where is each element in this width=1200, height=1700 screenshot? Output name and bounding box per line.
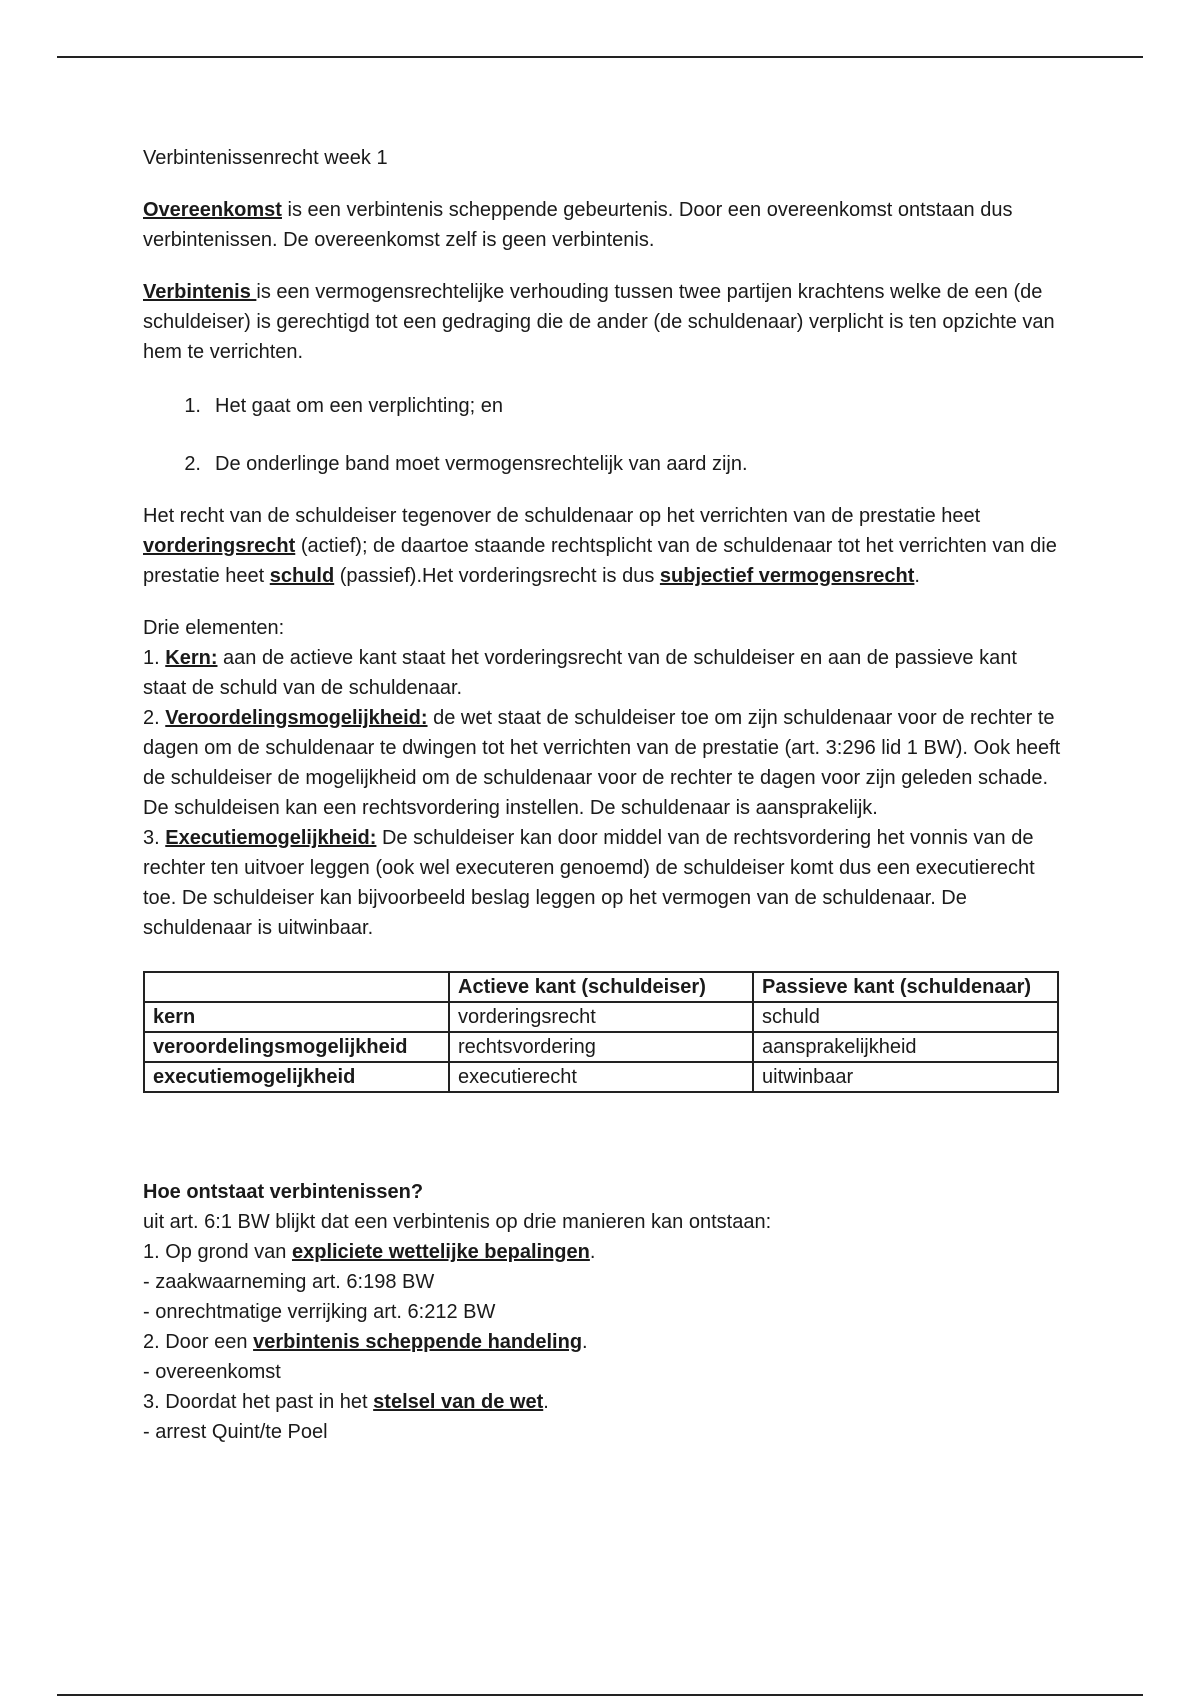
table-cell: uitwinbaar [753, 1062, 1058, 1092]
paragraph-text: . [914, 565, 920, 587]
table-row-header: executiemogelijkheid [144, 1062, 449, 1092]
paragraph-vorderingsrecht [143, 501, 1063, 591]
paragraph-text: (passief).Het vorderingsrecht is dus [334, 565, 660, 587]
element-item [143, 703, 1063, 823]
section-intro: uit art. 6:1 BW blijkt dat een verbintenis op drie manieren kan ontstaan: [143, 1211, 772, 1233]
table-cell: schuld [753, 1002, 1058, 1032]
list-item [143, 449, 1063, 479]
paragraph-text: Het recht van de schuldeiser tegenover de schuldenaar op het verrichten van de prestatie heet [143, 505, 981, 527]
origin-line [143, 1237, 1063, 1267]
table-header-row [144, 972, 1058, 1002]
section-heading: Hoe ontstaat verbintenissen? [143, 1181, 424, 1203]
origin-line: - arrest Quint/te Poel [143, 1421, 328, 1443]
element-number: 2. [143, 707, 166, 729]
paragraph-text: (actief); de daartoe staande rechtsplicht van de schuldenaar tot het verrichten van die prestatie heet [143, 535, 1057, 587]
document-title: Verbintenissenrecht week 1 [143, 147, 388, 169]
line-text: . [582, 1331, 588, 1353]
table-cell: aansprakelijkheid [753, 1032, 1058, 1062]
table-cell: vorderingsrecht [449, 1002, 753, 1032]
term-vorderingsrecht: vorderingsrecht [143, 535, 296, 557]
criteria-list [143, 391, 1063, 479]
elements-section [143, 613, 1063, 943]
line-text: 2. Door een [143, 1331, 254, 1353]
origin-line: - zaakwaarneming art. 6:198 BW [143, 1271, 435, 1293]
list-number: 1. [184, 395, 201, 417]
list-text: Het gaat om een verplichting; en [215, 395, 503, 417]
list-text: De onderlinge band moet vermogensrechtelijk van aard zijn. [215, 453, 748, 475]
element-item [143, 643, 1063, 703]
element-text: De schuldeiser kan door middel van de rechtsvordering het vonnis van de rechter ten uitvoer leggen (ook wel executeren genoemd) de schuldeiser komt dus een executierecht toe. De schuldeiser kan bijvoorbeeld beslag leggen op het vermogen van de schuldenaar. De schuldenaar is uitwinbaar. [143, 827, 1035, 939]
footer-rule [57, 1694, 1143, 1696]
table-header-cell: Actieve kant (schuldeiser) [449, 972, 753, 1002]
term-verbintenis-scheppende-handeling: verbintenis scheppende handeling [253, 1331, 583, 1353]
term-executiemogelijkheid: Executiemogelijkheid: [165, 827, 377, 849]
term-overeenkomst: Overeenkomst [143, 199, 282, 221]
table-row [144, 1002, 1058, 1032]
element-text: aan de actieve kant staat het vorderingsrecht van de schuldeiser en aan de passieve kant staat de schuld van de schuldenaar. [143, 647, 1017, 699]
origin-line: - overeenkomst [143, 1361, 281, 1383]
table-row [144, 1062, 1058, 1092]
line-text: . [589, 1241, 596, 1263]
term-veroordelingsmogelijkheid: Veroordelingsmogelijkheid: [165, 707, 428, 729]
term-stelsel-van-de-wet: stelsel van de wet [373, 1391, 544, 1413]
paragraph-verbintenis [143, 277, 1063, 367]
elements-table [143, 971, 1059, 1093]
table-row-header: veroordelingsmogelijkheid [144, 1032, 449, 1062]
origin-line [143, 1387, 1063, 1417]
table-header-cell [144, 972, 449, 1002]
term-verbintenis: Verbintenis [143, 281, 257, 303]
table-cell: executierecht [449, 1062, 753, 1092]
header-rule [57, 56, 1143, 58]
paragraph-text: is een vermogensrechtelijke verhouding tussen twee partijen krachtens welke de een (de schuldeiser) is gerechtigd tot een gedraging die de ander (de schuldenaar) verplicht is ten opzichte van hem te verrichten. [143, 281, 1055, 363]
line-text: 3. Doordat het past in het [143, 1391, 374, 1413]
element-number: 1. [143, 647, 166, 669]
paragraph-overeenkomst [143, 195, 1063, 255]
origin-line: - onrechtmatige verrijking art. 6:212 BW [143, 1301, 496, 1323]
document-page [143, 143, 1063, 1447]
table-row [144, 1032, 1058, 1062]
table-header-cell: Passieve kant (schuldenaar) [753, 972, 1058, 1002]
term-kern: Kern: [165, 647, 218, 669]
paragraph-text: is een verbintenis scheppende gebeurtenis. Door een overeenkomst ontstaan dus verbintenissen. De overeenkomst zelf is geen verbintenis. [143, 199, 1013, 251]
table-row-header: kern [144, 1002, 449, 1032]
origin-section [143, 1177, 1063, 1447]
term-expliciete-wettelijke-bepalingen: expliciete wettelijke bepalingen [291, 1241, 590, 1263]
term-schuld: schuld [269, 565, 335, 587]
line-text: . [543, 1391, 549, 1413]
list-number: 2. [184, 453, 201, 475]
term-subjectief-vermogensrecht: subjectief vermogensrecht [659, 565, 915, 587]
element-text: de wet staat de schuldeiser toe om zijn schuldenaar voor de rechter te dagen om de schuldenaar te dwingen tot het verrichten van de prestatie (art. 3:296 lid 1 BW). Ook heeft de schuldeiser de mogelijkheid om de schuldenaar voor de rechter te dagen voor zijn geleden schade. De schuldeisen kan een rechtsvordering instellen. De schuldenaar is aansprakelijk. [143, 707, 1061, 819]
line-text: 1. Op grond van [143, 1241, 292, 1263]
origin-line [143, 1327, 1063, 1357]
list-item [143, 391, 1063, 421]
element-number: 3. [143, 827, 166, 849]
elements-intro: Drie elementen: [143, 617, 285, 639]
element-item [143, 823, 1063, 943]
table-cell: rechtsvordering [449, 1032, 753, 1062]
